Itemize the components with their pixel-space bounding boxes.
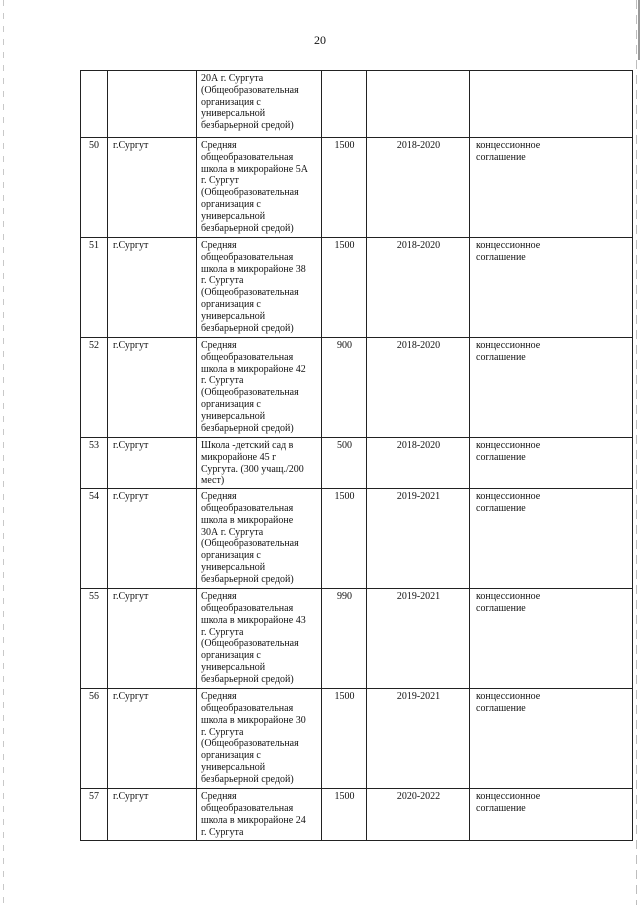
row-number-cell: 54: [81, 489, 108, 589]
object-name-cell: Средняя общеобразовательная школа в микрорайоне 30 г. Сургута (Общеобразовательная организация с универсальной безбарьерной средой): [197, 689, 322, 789]
implementation-form-cell: концессионное соглашение: [470, 689, 633, 789]
implementation-form-cell: концессионное соглашение: [470, 338, 633, 438]
implementation-form-cell: концессионное соглашение: [470, 138, 633, 238]
table-row: [81, 338, 633, 438]
scan-edge-left: [3, 0, 4, 905]
object-name-cell: Средняя общеобразовательная школа в микрорайоне 43 г. Сургута (Общеобразовательная организация с универсальной безбарьерной средой): [197, 589, 322, 689]
period-cell: 2020-2022: [367, 789, 470, 841]
page-number: 20: [314, 33, 326, 47]
table-row: [81, 238, 633, 338]
table-row: [81, 789, 633, 841]
table-row: [81, 689, 633, 789]
object-name-cell: Средняя общеобразовательная школа в микрорайоне 38 г. Сургута (Общеобразовательная организация с универсальной безбарьерной средой): [197, 238, 322, 338]
capacity-cell: 1500: [322, 689, 367, 789]
city-cell: г.Сургут: [108, 338, 197, 438]
table-body: [81, 71, 633, 841]
capacity-cell: 1500: [322, 238, 367, 338]
implementation-form-cell: концессионное соглашение: [470, 489, 633, 589]
row-number-cell: 56: [81, 689, 108, 789]
object-name-cell: Школа -детский сад в микрорайоне 45 г Сургута. (300 учащ./200 мест): [197, 438, 322, 489]
capacity-cell: 990: [322, 589, 367, 689]
table-row: [81, 138, 633, 238]
objects-table: [80, 70, 633, 841]
city-cell: г.Сургут: [108, 789, 197, 841]
city-cell: [108, 71, 197, 138]
city-cell: г.Сургут: [108, 689, 197, 789]
implementation-form-cell: концессионное соглашение: [470, 589, 633, 689]
city-cell: г.Сургут: [108, 489, 197, 589]
implementation-form-cell: [470, 71, 633, 138]
period-cell: 2019-2021: [367, 589, 470, 689]
capacity-cell: 500: [322, 438, 367, 489]
row-number-cell: 50: [81, 138, 108, 238]
object-name-cell: 20А г. Сургута (Общеобразовательная организация с универсальной безбарьерной средой): [197, 71, 322, 138]
period-cell: 2018-2020: [367, 438, 470, 489]
object-name-cell: Средняя общеобразовательная школа в микрорайоне 30А г. Сургута (Общеобразовательная организация с универсальной безбарьерной средой): [197, 489, 322, 589]
row-number-cell: 55: [81, 589, 108, 689]
city-cell: г.Сургут: [108, 238, 197, 338]
capacity-cell: 1500: [322, 489, 367, 589]
implementation-form-cell: концессионное соглашение: [470, 789, 633, 841]
row-number-cell: 52: [81, 338, 108, 438]
object-name-cell: Средняя общеобразовательная школа в микрорайоне 24 г. Сургута: [197, 789, 322, 841]
scan-corner-mark: [632, 0, 640, 60]
row-number-cell: 51: [81, 238, 108, 338]
implementation-form-cell: концессионное соглашение: [470, 238, 633, 338]
table-row: [81, 438, 633, 489]
capacity-cell: 1500: [322, 789, 367, 841]
period-cell: 2018-2020: [367, 238, 470, 338]
implementation-form-cell: концессионное соглашение: [470, 438, 633, 489]
table-row: [81, 71, 633, 138]
row-number-cell: [81, 71, 108, 138]
city-cell: г.Сургут: [108, 138, 197, 238]
capacity-cell: 1500: [322, 138, 367, 238]
period-cell: 2018-2020: [367, 138, 470, 238]
object-name-cell: Средняя общеобразовательная школа в микрорайоне 42 г. Сургута (Общеобразовательная организация с универсальной безбарьерной средой): [197, 338, 322, 438]
capacity-cell: [322, 71, 367, 138]
capacity-cell: 900: [322, 338, 367, 438]
row-number-cell: 57: [81, 789, 108, 841]
object-name-cell: Средняя общеобразовательная школа в микрорайоне 5А г. Сургут (Общеобразовательная организация с универсальной безбарьерной средой): [197, 138, 322, 238]
city-cell: г.Сургут: [108, 438, 197, 489]
period-cell: 2019-2021: [367, 689, 470, 789]
period-cell: [367, 71, 470, 138]
table-row: [81, 589, 633, 689]
table-row: [81, 489, 633, 589]
period-cell: 2019-2021: [367, 489, 470, 589]
city-cell: г.Сургут: [108, 589, 197, 689]
period-cell: 2018-2020: [367, 338, 470, 438]
row-number-cell: 53: [81, 438, 108, 489]
scan-edge-right: [636, 0, 637, 905]
